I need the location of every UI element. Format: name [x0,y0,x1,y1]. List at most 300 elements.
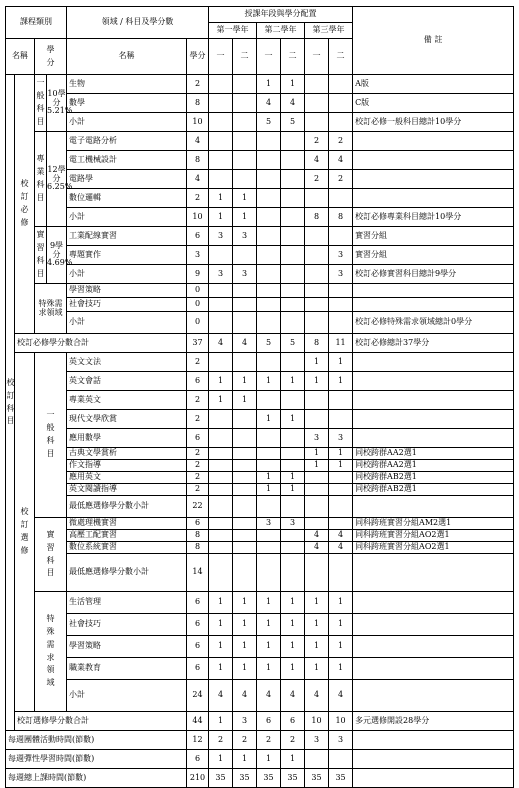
semester-cell: 1 [257,472,281,484]
table-row [6,636,514,658]
credits-cell: 0 [187,284,209,298]
subject-name-header: 名稱 [67,39,187,75]
vertical-label: 一般科目 [46,410,55,458]
semester-cell [257,227,281,246]
semester-cell [281,542,305,554]
semester-cell [329,410,353,429]
semester-header: 二 [281,39,305,75]
table-row [6,189,514,208]
semester-cell: 4 [305,530,329,542]
semester-cell: 5 [281,334,305,353]
semester-cell [281,189,305,208]
semester-cell: 1 [305,592,329,614]
credits-cell: 2 [187,448,209,460]
semester-cell [305,391,329,410]
semester-cell [209,353,233,372]
semester-cell: 1 [233,391,257,410]
semester-cell [305,750,329,769]
subject-name: 社會技巧 [67,614,187,636]
credits-cell: 10 [187,113,209,132]
bottom-row-label: 每週總上課時間(節數) [6,769,187,788]
note-cell: 同科跨班實習分組AM2選1 [353,518,514,530]
table-row [6,460,514,472]
remarks-header: 備 註 [353,7,514,75]
semester-cell: 3 [305,731,329,750]
subject-name: 作文指導 [67,460,187,472]
semester-cell: 4 [305,151,329,170]
semester-cell [281,353,305,372]
semester-cell [329,284,353,298]
table-row [6,151,514,170]
semester-cell: 3 [329,429,353,448]
semester-cell: 1 [281,75,305,94]
semester-cell [209,132,233,151]
semester-cell [305,246,329,265]
semester-cell [281,265,305,284]
table-row [6,132,514,151]
vertical-label: 一般科目 [36,78,45,126]
semester-cell [233,170,257,189]
credits-cell: 10 [187,208,209,227]
bottom-row-label: 每週團體活動時間(節數) [6,731,187,750]
semester-cell: 4 [329,542,353,554]
semester-cell [233,554,257,592]
semester-cell [329,496,353,518]
note-cell [353,658,514,680]
table-row [6,312,514,334]
el-special-needs-group [35,592,67,712]
group-credits: 10學分 [47,89,66,107]
semester-cell [257,429,281,448]
semester-cell: 1 [233,189,257,208]
subject-name: 應用英文 [67,472,187,484]
semester-header: 二 [329,39,353,75]
table-row [6,769,514,788]
semester-cell [257,448,281,460]
semester-cell [305,496,329,518]
credits-cell: 24 [187,680,209,712]
vertical-label: 實習科目 [46,529,55,578]
note-cell: 校訂必修特殊需求領域總計0學分 [353,312,514,334]
semester-cell [305,484,329,496]
credits-cell: 8 [187,94,209,113]
semester-cell: 8 [305,334,329,353]
table-row [6,750,514,769]
semester-cell [209,530,233,542]
semester-cell [209,554,233,592]
semester-cell [329,227,353,246]
semester-cell: 1 [257,614,281,636]
semester-cell: 1 [305,614,329,636]
table-row [6,208,514,227]
semester-cell [329,312,353,334]
note-cell: 實習分組 [353,246,514,265]
semester-cell [233,484,257,496]
table-row [6,372,514,391]
semester-cell: 3 [305,429,329,448]
credits-cell: 6 [187,227,209,246]
semester-cell: 1 [209,592,233,614]
table-row [6,731,514,750]
semester-cell: 1 [257,658,281,680]
semester-cell [233,113,257,132]
semester-cell: 1 [233,372,257,391]
semester-cell [281,151,305,170]
semester-cell [305,518,329,530]
semester-cell: 1 [209,636,233,658]
semester-cell [329,94,353,113]
elective-total-label: 校訂選修學分數合計 [15,712,187,731]
semester-cell: 1 [281,410,305,429]
semester-cell [281,170,305,189]
table-row [6,658,514,680]
credits-cell: 12 [187,731,209,750]
credits-cell: 44 [187,712,209,731]
semester-cell: 1 [281,614,305,636]
semester-cell [209,151,233,170]
semester-cell [305,94,329,113]
semester-cell: 3 [209,265,233,284]
note-cell [353,614,514,636]
semester-cell [281,132,305,151]
subject-name: 古典文學賞析 [67,448,187,460]
credits-cell: 2 [187,353,209,372]
note-cell [353,298,514,312]
semester-cell [233,518,257,530]
group-credits: 9學分 [49,241,64,259]
subject-name: 英文閱讀指導 [67,484,187,496]
semester-cell [233,530,257,542]
credits-cell: 8 [187,530,209,542]
group-percent: 6.25% [47,182,73,192]
credits-cell: 8 [187,542,209,554]
semester-cell: 1 [233,658,257,680]
note-cell: 校訂必修專業科目總計10學分 [353,208,514,227]
credits-cell: 2 [187,189,209,208]
semester-cell: 1 [209,372,233,391]
semester-cell [329,554,353,592]
semester-cell [329,750,353,769]
semester-cell: 35 [281,769,305,788]
semester-cell [209,484,233,496]
semester-cell [257,284,281,298]
semester-cell [281,227,305,246]
note-cell [353,592,514,614]
semester-cell [305,298,329,312]
semester-cell [233,448,257,460]
subject-name: 小計 [67,680,187,712]
note-cell: 同科跨班實習分組AO2選1 [353,542,514,554]
note-cell: 同校跨群AA2選1 [353,448,514,460]
semester-cell [281,429,305,448]
semester-cell [329,189,353,208]
note-cell [353,731,514,750]
semester-cell: 4 [305,542,329,554]
note-cell: C版 [353,94,514,113]
special-needs-group: 特殊需求領域 [35,284,67,334]
semester-cell [257,542,281,554]
semester-cell: 11 [329,334,353,353]
semester-cell: 2 [281,731,305,750]
table-row [6,170,514,189]
semester-cell: 6 [257,712,281,731]
vertical-label: 校訂選修 [20,507,29,555]
semester-cell: 10 [305,712,329,731]
semester-cell [281,208,305,227]
semester-cell [257,151,281,170]
semester-cell [329,113,353,132]
subject-name: 學習策略 [67,284,187,298]
vertical-label: 實習科目 [36,230,45,278]
semester-cell [305,265,329,284]
semester-cell: 4 [257,94,281,113]
semester-cell: 1 [305,460,329,472]
semester-cell: 1 [257,592,281,614]
semester-cell [281,284,305,298]
semester-cell: 1 [233,750,257,769]
note-cell: 同校跨群AA2選1 [353,460,514,472]
table-row [6,614,514,636]
semester-cell [257,496,281,518]
subject-name: 電工機械設計 [67,151,187,170]
note-cell: 校訂必修總計37學分 [353,334,514,353]
semester-cell: 2 [305,170,329,189]
semester-cell [281,246,305,265]
credits-cell: 2 [187,484,209,496]
semester-cell [209,542,233,554]
semester-cell: 8 [305,208,329,227]
semester-cell: 4 [281,94,305,113]
table-row [6,334,514,353]
note-cell: 多元選修開設28學分 [353,712,514,731]
note-cell [353,769,514,788]
semester-cell [257,208,281,227]
semester-cell [257,265,281,284]
semester-cell: 3 [329,731,353,750]
semester-cell: 1 [329,658,353,680]
semester-cell: 3 [329,246,353,265]
semester-cell: 1 [329,353,353,372]
note-cell: 同校跨群AB2選1 [353,484,514,496]
semester-cell [281,460,305,472]
subject-name: 社會技巧 [67,298,187,312]
semester-cell: 4 [257,680,281,712]
table-row [6,496,514,518]
semester-cell [305,312,329,334]
semester-cell [209,429,233,448]
subject-name: 高壓工配實習 [67,530,187,542]
subject-name: 英文文法 [67,353,187,372]
year3-header: 第三學年 [305,23,353,39]
semester-cell: 4 [233,680,257,712]
name-header: 名稱 [6,39,35,75]
semester-cell [209,472,233,484]
semester-cell: 1 [233,614,257,636]
semester-header: 二 [233,39,257,75]
semester-cell [257,132,281,151]
note-cell [353,151,514,170]
credits-header: 學分 [187,39,209,75]
semester-cell [209,410,233,429]
credits-cell: 6 [187,750,209,769]
credits-cell: 6 [187,614,209,636]
semester-cell [209,113,233,132]
semester-cell [281,496,305,518]
note-cell: 校訂必修實習科目總計9學分 [353,265,514,284]
group-credits: 12學分 [47,165,66,183]
note-cell [353,554,514,592]
school-set-group [6,75,15,731]
note-cell [353,680,514,712]
semester-cell: 4 [233,334,257,353]
subject-name: 職業教育 [67,658,187,680]
credits-cell: 6 [187,636,209,658]
group-percent: 5.21% [47,106,73,116]
semester-cell [209,460,233,472]
credits-cell: 210 [187,769,209,788]
semester-cell: 3 [281,518,305,530]
semester-cell [233,460,257,472]
vertical-label: 特殊需求領域 [46,614,55,688]
semester-cell: 4 [281,680,305,712]
table-row [6,554,514,592]
table-row [6,227,514,246]
semester-cell: 2 [329,132,353,151]
semester-cell: 1 [305,658,329,680]
semester-cell [233,542,257,554]
note-cell [353,189,514,208]
semester-cell [233,312,257,334]
subject-name: 現代文學欣賞 [67,410,187,429]
subject-name: 小計 [67,265,187,284]
semester-header: 一 [209,39,233,75]
credits-cell: 2 [187,410,209,429]
note-cell [353,284,514,298]
semester-cell: 1 [209,750,233,769]
semester-cell [209,246,233,265]
semester-cell [209,312,233,334]
table-row [6,298,514,312]
credits-cell: 4 [187,170,209,189]
group-percent: 4.69% [47,258,73,268]
table-row [6,518,514,530]
note-cell: A版 [353,75,514,94]
semester-cell: 1 [329,614,353,636]
semester-cell: 1 [305,353,329,372]
table-row [6,7,514,23]
el-general-group [35,353,67,518]
semester-cell: 1 [281,636,305,658]
vertical-label: 專業科目 [36,154,45,202]
semester-cell: 2 [257,731,281,750]
subject-name: 最低應選修學分數小計 [67,496,187,518]
semester-cell: 1 [257,750,281,769]
category-header: 課程類別 [6,7,67,39]
semester-cell [257,312,281,334]
note-cell [353,170,514,189]
semester-cell [305,472,329,484]
semester-cell [281,530,305,542]
semester-cell [257,554,281,592]
semester-cell: 35 [305,769,329,788]
semester-cell [305,284,329,298]
semester-header: 一 [305,39,329,75]
table-row [6,680,514,712]
table-row [6,448,514,460]
semester-cell: 3 [257,518,281,530]
credits-cell: 2 [187,472,209,484]
semester-cell [233,132,257,151]
credits-cell: 8 [187,151,209,170]
table-row [6,542,514,554]
semester-cell: 2 [329,170,353,189]
semester-cell [233,496,257,518]
semester-cell [281,312,305,334]
vertical-label: 學分 [46,44,55,67]
semester-cell [257,246,281,265]
semester-cell: 4 [329,680,353,712]
semester-cell [305,113,329,132]
semester-cell [257,530,281,542]
year2-header: 第二學年 [257,23,305,39]
semester-cell [209,170,233,189]
subject-name: 數位邏輯 [67,189,187,208]
note-cell [353,750,514,769]
semester-cell: 1 [281,658,305,680]
semester-cell [209,75,233,94]
semester-cell [257,391,281,410]
credits-cell: 6 [187,518,209,530]
semester-cell [233,151,257,170]
semester-cell [329,75,353,94]
semester-cell: 35 [257,769,281,788]
semester-cell: 1 [257,636,281,658]
semester-cell: 2 [209,731,233,750]
vertical-label: 校訂必修 [20,179,29,227]
semester-cell: 1 [257,484,281,496]
note-cell [353,132,514,151]
credits-cell: 6 [187,429,209,448]
semester-cell [281,298,305,312]
semester-cell: 8 [329,208,353,227]
semester-cell: 1 [209,391,233,410]
semester-cell [281,448,305,460]
semester-cell [209,518,233,530]
semester-cell [233,298,257,312]
allocation-header: 授課年段與學分配置 [209,7,353,23]
table-row [6,391,514,410]
semester-cell: 4 [209,334,233,353]
subject-name: 生活管理 [67,592,187,614]
semester-cell: 1 [233,592,257,614]
table-row [6,246,514,265]
credits-cell: 3 [187,246,209,265]
table-row [6,265,514,284]
subject-name: 電子電路分析 [67,132,187,151]
semester-cell: 1 [257,410,281,429]
semester-cell [233,284,257,298]
semester-cell: 1 [209,614,233,636]
semester-cell [257,460,281,472]
semester-cell [209,448,233,460]
semester-cell [329,484,353,496]
subject-name: 英文會話 [67,372,187,391]
semester-cell [209,284,233,298]
semester-cell [257,298,281,312]
note-cell: 校訂必修一般科目總計10學分 [353,113,514,132]
semester-cell: 35 [209,769,233,788]
semester-cell [305,227,329,246]
